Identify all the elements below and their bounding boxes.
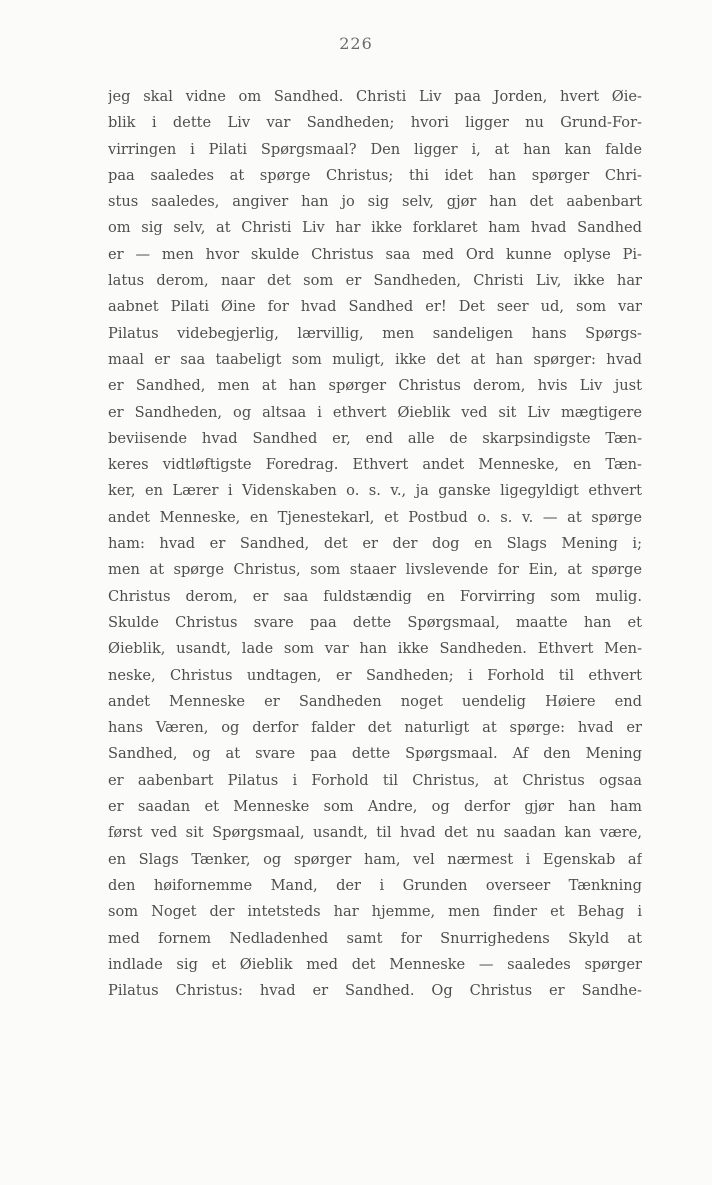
- text-line: som Noget der intetsteds har hjemme, men finder et Behag i: [108, 903, 642, 921]
- text-line: den høifornemme Mand, der i Grunden overseer Tænkning: [108, 876, 642, 894]
- text-line: først ved sit Spørgsmaal, usandt, til hvad det nu saadan kan være,: [108, 824, 642, 842]
- text-line: men at spørge Christus, som staaer livslevende for Ein, at spørge: [108, 561, 642, 579]
- text-line: indlade sig et Øieblik med det Menneske — saaledes spørger: [108, 955, 642, 973]
- text-line: er aabenbart Pilatus i Forhold til Christus, at Christus ogsaa: [108, 771, 642, 789]
- text-line: om sig selv, at Christi Liv har ikke forklaret ham hvad Sandhed: [108, 219, 642, 237]
- text-line: keres vidtløftigste Foredrag. Ethvert andet Menneske, en Tæn-: [108, 456, 642, 474]
- text-line: neske, Christus undtagen, er Sandheden; i Forhold til ethvert: [108, 666, 642, 684]
- text-line: stus saaledes, angiver han jo sig selv, gjør han det aabenbart: [108, 193, 642, 211]
- text-line: er Sandheden, og altsaa i ethvert Øieblik ved sit Liv mægtigere: [108, 403, 642, 421]
- text-line: Øieblik, usandt, lade som var han ikke Sandheden. Ethvert Men-: [108, 640, 642, 658]
- text-line: Skulde Christus svare paa dette Spørgsmaal, maatte han et: [108, 613, 642, 631]
- text-line: jeg skal vidne om Sandhed. Christi Liv paa Jorden, hvert Øie-: [108, 88, 642, 105]
- text-line: latus derom, naar det som er Sandheden, Christi Liv, ikke har: [108, 272, 642, 290]
- body-text: [108, 84, 642, 1004]
- text-line: er Sandhed, men at han spørger Christus derom, hvis Liv just: [108, 377, 642, 395]
- text-line: aabnet Pilati Øine for hvad Sandhed er! Det seer ud, som var: [108, 298, 642, 316]
- text-line: med fornem Nedladenhed samt for Snurrighedens Skyld at: [108, 929, 642, 947]
- page-number: 226: [339, 34, 373, 53]
- text-line: andet Menneske, en Tjenestekarl, et Postbud o. s. v. — at spørge: [108, 508, 642, 526]
- text-line: Christus derom, er saa fuldstændig en Forvirring som mulig.: [108, 587, 642, 605]
- text-line: en Slags Tænker, og spørger ham, vel nærmest i Egenskab af: [108, 850, 642, 868]
- text-line: er — men hvor skulde Christus saa med Ord kunne oplyse Pi-: [108, 245, 642, 263]
- text-line: beviisende hvad Sandhed er, end alle de skarpsindigste Tæn-: [108, 429, 642, 447]
- text-line: hans Væren, og derfor falder det naturligt at spørge: hvad er: [108, 719, 642, 737]
- text-line: blik i dette Liv var Sandheden; hvori ligger nu Grund-For-: [108, 114, 642, 132]
- text-line: Sandhed, og at svare paa dette Spørgsmaal. Af den Mening: [108, 745, 642, 763]
- text-line: er saadan et Menneske som Andre, og derfor gjør han ham: [108, 798, 642, 816]
- text-line: virringen i Pilati Spørgsmaal? Den ligger i, at han kan falde: [108, 140, 642, 158]
- text-line: maal er saa taabeligt som muligt, ikke det at han spørger: hvad: [108, 350, 642, 368]
- text-line: ham: hvad er Sandhed, det er der dog en Slags Mening i;: [108, 535, 642, 553]
- text-line: ker, en Lærer i Videnskaben o. s. v., ja ganske ligegyldigt ethvert: [108, 482, 642, 500]
- text-line: paa saaledes at spørge Christus; thi idet han spørger Chri-: [108, 166, 642, 184]
- text-line: Pilatus Christus: hvad er Sandhed. Og Christus er Sandhe-: [108, 982, 642, 1000]
- text-line: andet Menneske er Sandheden noget uendelig Høiere end: [108, 692, 642, 710]
- text-line: Pilatus videbegjerlig, lærvillig, men sandeligen hans Spørgs-: [108, 324, 642, 342]
